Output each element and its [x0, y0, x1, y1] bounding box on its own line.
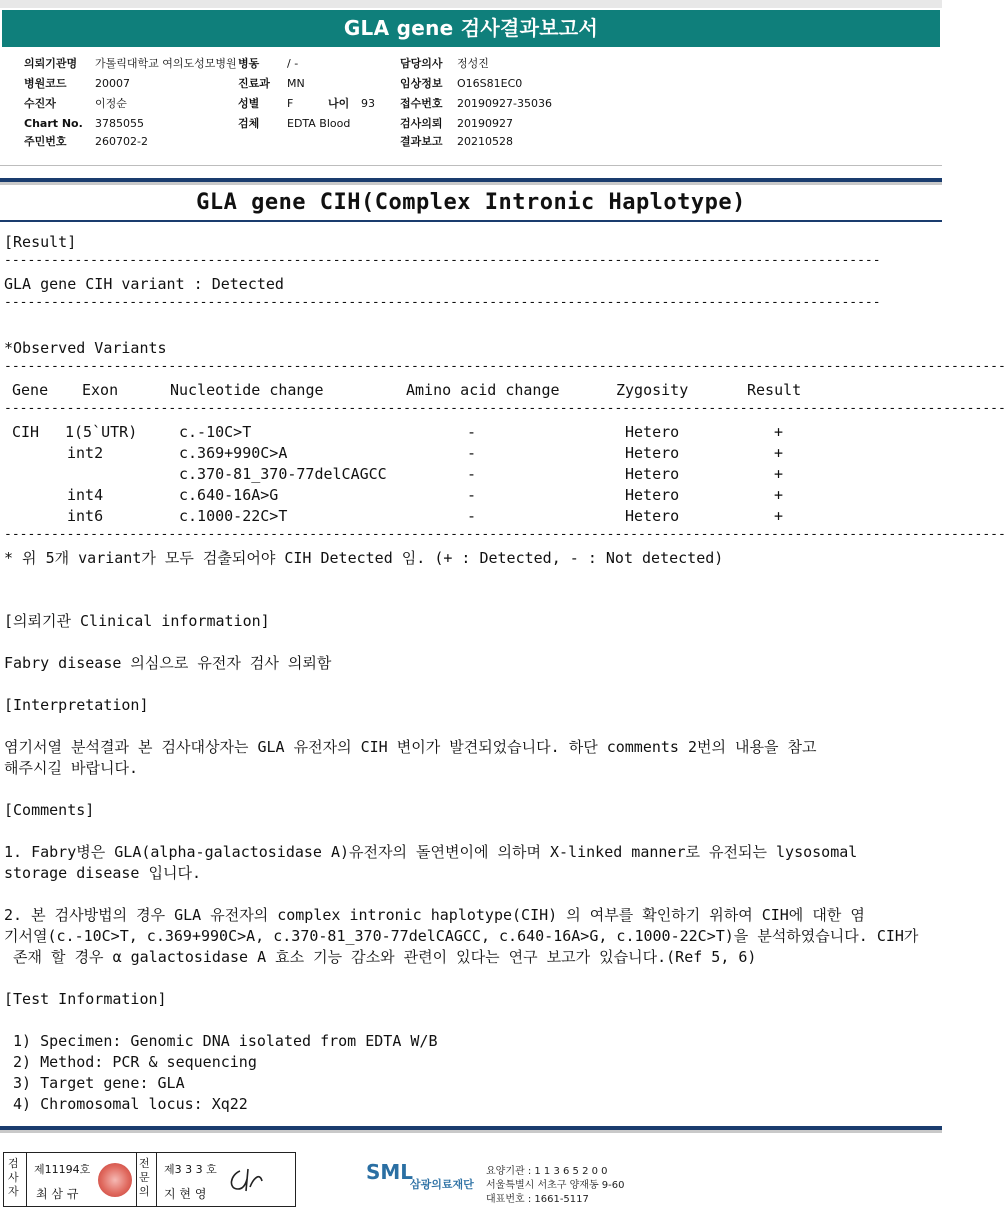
- dashed-rule: ----------------------------------------------------------------------------------------------------------------: [4, 295, 881, 310]
- dashed-rule: --------------------------------------------------------------------------------------------------------------------------------: [4, 401, 1006, 416]
- divider: [136, 1153, 137, 1206]
- cell-exon: 1(5`UTR): [65, 423, 138, 441]
- dashed-rule: --------------------------------------------------------------------------------------------------------------------------------: [4, 359, 1006, 374]
- value-clinical-info: O16S81EC0: [457, 77, 523, 90]
- label-sex: 성별: [238, 97, 260, 110]
- label-age: 나이: [328, 97, 350, 110]
- institution-code: 요양기관 : 1 1 3 6 5 2 0 0: [486, 1166, 608, 1177]
- value-patient: 이정순: [95, 97, 127, 110]
- report-heading: GLA gene CIH(Complex Intronic Haplotype): [196, 190, 746, 215]
- result-line: GLA gene CIH variant : Detected: [4, 275, 284, 293]
- divider: [156, 1153, 157, 1206]
- label-chart-no: Chart No.: [24, 117, 83, 130]
- cell-result: +: [774, 507, 784, 525]
- cell-amino: -: [467, 486, 477, 504]
- cell-exon: int6: [67, 507, 104, 525]
- comments-heading: [Comments]: [4, 801, 95, 819]
- cell-result: +: [774, 444, 784, 462]
- divider: [0, 165, 942, 166]
- value-report-date: 20210528: [457, 135, 513, 148]
- label-specimen: 검체: [238, 117, 260, 130]
- comment-1: storage disease 입니다.: [4, 864, 201, 882]
- column-header: Gene: [12, 381, 49, 399]
- test-info-heading: [Test Information]: [4, 990, 167, 1008]
- cell-nucleotide: c.640-16A>G: [179, 486, 279, 504]
- organization-name: 삼광의료재단: [410, 1178, 474, 1191]
- value-sex: F: [287, 97, 294, 110]
- comment-2: 2. 본 검사방법의 경우 GLA 유전자의 complex intronic haplotype(CIH) 의 여부를 확인하기 위하여 CIH에 대한 염: [4, 906, 865, 924]
- sml-logo: SML: [366, 1160, 414, 1184]
- value-age: 93: [361, 97, 375, 110]
- label-request-date: 검사의뢰: [400, 117, 443, 130]
- clinical-text: Fabry disease 의심으로 유전자 검사 의뢰함: [4, 654, 332, 672]
- value-hospital-code: 20007: [95, 77, 130, 90]
- cell-zygosity: Hetero: [625, 423, 680, 441]
- label-clinical-info: 임상정보: [400, 77, 443, 90]
- interpretation-text: 염기서열 분석결과 본 검사대상자는 GLA 유전자의 CIH 변이가 발견되었습니다. 하단 comments 2번의 내용을 참고: [4, 738, 817, 756]
- observed-heading: *Observed Variants: [4, 339, 167, 357]
- label-resident-no: 주민번호: [24, 135, 67, 148]
- specialist-label: 전문의: [139, 1157, 150, 1198]
- divider: [0, 182, 942, 185]
- value-institution: 가톨릭대학교 여의도성모병원: [95, 57, 237, 70]
- cell-zygosity: Hetero: [625, 465, 680, 483]
- dashed-rule: --------------------------------------------------------------------------------------------------------------------------------: [4, 527, 1006, 542]
- cell-gene: CIH: [12, 423, 40, 441]
- value-department: MN: [287, 77, 305, 90]
- result-heading: [Result]: [4, 233, 77, 251]
- comment-2: 존재 할 경우 α galactosidase A 효소 기능 감소와 관련이 있다는 연구 보고가 있습니다.(Ref 5, 6): [4, 948, 757, 966]
- value-resident-no: 260702-2: [95, 135, 148, 148]
- interpretation-heading: [Interpretation]: [4, 696, 149, 714]
- cell-nucleotide: c.-10C>T: [179, 423, 252, 441]
- cell-exon: int4: [67, 486, 104, 504]
- specialist-number: 제3 3 3 호: [164, 1163, 217, 1176]
- cell-zygosity: Hetero: [625, 486, 680, 504]
- cell-amino: -: [467, 423, 477, 441]
- cell-nucleotide: c.1000-22C>T: [179, 507, 288, 525]
- seal-stamp: [98, 1163, 132, 1197]
- inspector-name: 최 삼 규: [36, 1187, 79, 1201]
- label-hospital-code: 병원코드: [24, 77, 67, 90]
- value-ward: / -: [287, 57, 299, 70]
- value-receipt-no: 20190927-35036: [457, 97, 552, 110]
- footnote: * 위 5개 variant가 모두 검출되어야 CIH Detected 임. (+ : Detected, - : Not detected): [4, 549, 724, 567]
- cell-amino: -: [467, 507, 477, 525]
- label-report-date: 결과보고: [400, 135, 443, 148]
- test-info-item: 4) Chromosomal locus: Xq22: [4, 1095, 248, 1113]
- label-receipt-no: 접수번호: [400, 97, 443, 110]
- column-header: Result: [747, 381, 802, 399]
- column-header: Zygosity: [616, 381, 689, 399]
- test-info-item: 3) Target gene: GLA: [4, 1074, 185, 1092]
- value-doctor: 정성진: [457, 57, 489, 70]
- inspector-number: 제11194호: [34, 1163, 91, 1176]
- test-info-item: 2) Method: PCR & sequencing: [4, 1053, 257, 1071]
- value-specimen: EDTA Blood: [287, 117, 351, 130]
- cell-zygosity: Hetero: [625, 444, 680, 462]
- value-chart-no: 3785055: [95, 117, 144, 130]
- cell-amino: -: [467, 465, 477, 483]
- label-department: 진료과: [238, 77, 270, 90]
- comment-2: 기서열(c.-10C>T, c.369+990C>A, c.370-81_370-77delCAGCC, c.640-16A>G, c.1000-22C>T)을 분석하였습니다. CIH가: [4, 927, 919, 945]
- cell-zygosity: Hetero: [625, 507, 680, 525]
- interpretation-text: 해주시길 바랍니다.: [4, 759, 138, 777]
- label-patient: 수진자: [24, 97, 56, 110]
- cell-result: +: [774, 423, 784, 441]
- cell-amino: -: [467, 444, 477, 462]
- cell-result: +: [774, 486, 784, 504]
- phone-number: 대표번호 : 1661-5117: [486, 1194, 589, 1205]
- address: 서울특별시 서초구 양재동 9-60: [486, 1180, 625, 1191]
- label-institution: 의뢰기관명: [24, 57, 78, 70]
- cell-nucleotide: c.370-81_370-77delCAGCC: [179, 465, 387, 483]
- dashed-rule: ----------------------------------------------------------------------------------------------------------------: [4, 253, 881, 268]
- cell-result: +: [774, 465, 784, 483]
- specialist-name: 지 현 영: [164, 1187, 207, 1201]
- report-title-bar: GLA gene 검사결과보고서: [2, 10, 940, 47]
- value-request-date: 20190927: [457, 117, 513, 130]
- comment-1: 1. Fabry병은 GLA(alpha-galactosidase A)유전자의 돌연변이에 의하며 X-linked manner로 유전되는 lysosomal: [4, 843, 858, 861]
- label-doctor: 담당의사: [400, 57, 443, 70]
- divider: [26, 1153, 27, 1206]
- signature: [226, 1165, 266, 1195]
- cell-exon: int2: [67, 444, 104, 462]
- column-header: Exon: [82, 381, 119, 399]
- label-ward: 병동: [238, 57, 260, 70]
- inspector-label: 검사자: [8, 1157, 19, 1198]
- column-header: Amino acid change: [406, 381, 560, 399]
- column-header: Nucleotide change: [170, 381, 324, 399]
- test-info-item: 1) Specimen: Genomic DNA isolated from EDTA W/B: [4, 1032, 438, 1050]
- top-strip: [0, 0, 942, 8]
- divider: [0, 220, 942, 222]
- divider: [0, 1130, 942, 1133]
- signature-box: [3, 1152, 296, 1207]
- cell-nucleotide: c.369+990C>A: [179, 444, 288, 462]
- clinical-heading: [의뢰기관 Clinical information]: [4, 612, 270, 630]
